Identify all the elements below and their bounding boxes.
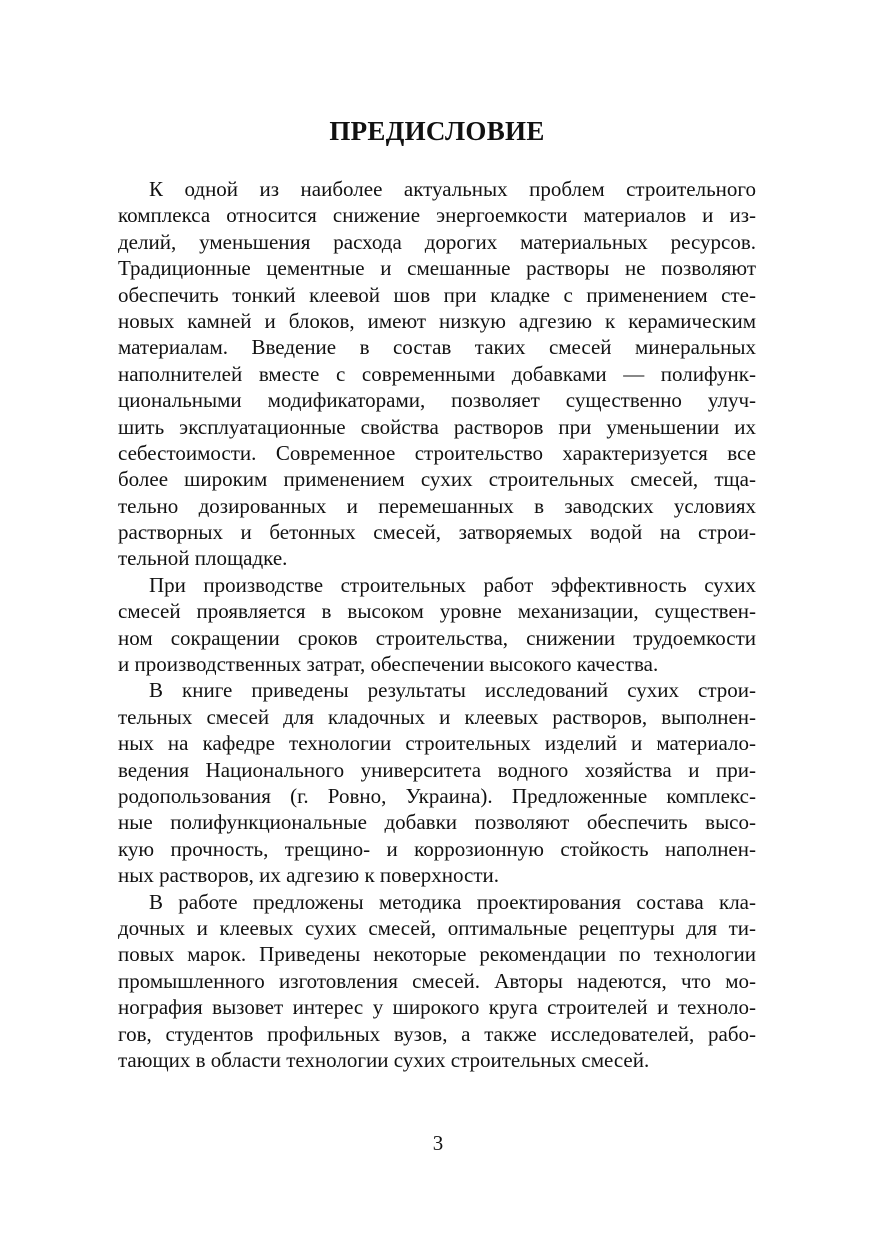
text-line: тельной площадке. — [118, 546, 288, 571]
text-line: промышленного изготовления смесей. Авторы надеются, что мо- — [118, 968, 756, 993]
text-line: В книге приведены результаты исследований сухих строи- — [149, 678, 756, 703]
text-line: дочных и клеевых сухих смесей, оптимальные рецептуры для ти- — [118, 915, 756, 940]
text-line: ных на кафедре технологии строительных изделий и материало- — [118, 731, 756, 756]
text-line: К одной из наиболее актуальных проблем строительного — [149, 177, 756, 201]
preface-body — [118, 176, 756, 1073]
text-line: себестоимости. Современное строительство характеризуется все — [118, 440, 756, 465]
text-line: тельных смесей для кладочных и клеевых растворов, выполнен- — [118, 704, 756, 729]
text-line: растворных и бетонных смесей, затворяемых водой на строи- — [118, 520, 756, 545]
text-line: Традиционные цементные и смешанные растворы не позволяют — [118, 256, 756, 281]
text-line: циональными модификаторами, позволяет существенно улуч- — [118, 388, 756, 413]
text-line: ном сокращении сроков строительства, снижении трудоемкости — [118, 625, 756, 650]
text-line: тающих в области технологии сухих строительных смесей. — [118, 1047, 650, 1072]
text-line: делий, уменьшения расхода дорогих материальных ресурсов. — [118, 229, 756, 254]
text-line: более широким применением сухих строительных смесей, тща- — [118, 467, 756, 492]
text-line: обеспечить тонкий клеевой шов при кладке с применением сте- — [118, 282, 756, 307]
text-line: ведения Национального университета водного хозяйства и при- — [118, 757, 756, 782]
text-line: и производственных затрат, обеспечении высокого качества. — [118, 652, 659, 677]
text-line: шить эксплуатационные свойства растворов при уменьшении их — [118, 414, 756, 439]
page-title: ПРЕДИСЛОВИЕ — [329, 116, 545, 146]
text-line: ных растворов, их адгезию к поверхности. — [118, 863, 500, 888]
text-line: тельно дозированных и перемешанных в заводских условиях — [118, 493, 756, 518]
text-line: ные полифункциональные добавки позволяют обеспечить высо- — [118, 810, 756, 835]
text-line: При производстве строительных работ эффективность сухих — [149, 572, 756, 597]
text-line: гов, студентов профильных вузов, а также исследователей, рабо- — [118, 1021, 756, 1046]
text-line: кую прочность, трещино- и коррозионную стойкость наполнен- — [118, 836, 756, 861]
text-line: повых марок. Приведены некоторые рекомендации по технологии — [118, 942, 756, 967]
page-number: 3 — [432, 1131, 444, 1155]
text-line: В работе предложены методика проектирования состава кла- — [149, 889, 756, 914]
text-line: родопользования (г. Ровно, Украина). Предложенные комплекс- — [118, 783, 756, 808]
text-line: материалам. Введение в состав таких смесей минеральных — [118, 335, 756, 360]
text-line: новых камней и блоков, имеют низкую адгезию к керамическим — [118, 308, 756, 333]
text-line: комплекса относится снижение энергоемкости материалов и из- — [118, 203, 756, 228]
text-line: смесей проявляется в высоком уровне механизации, существен- — [118, 599, 756, 624]
text-line: нография вызовет интерес у широкого круга строителей и техноло- — [118, 995, 756, 1020]
text-line: наполнителей вместе с современными добавками — полифунк- — [118, 361, 756, 386]
